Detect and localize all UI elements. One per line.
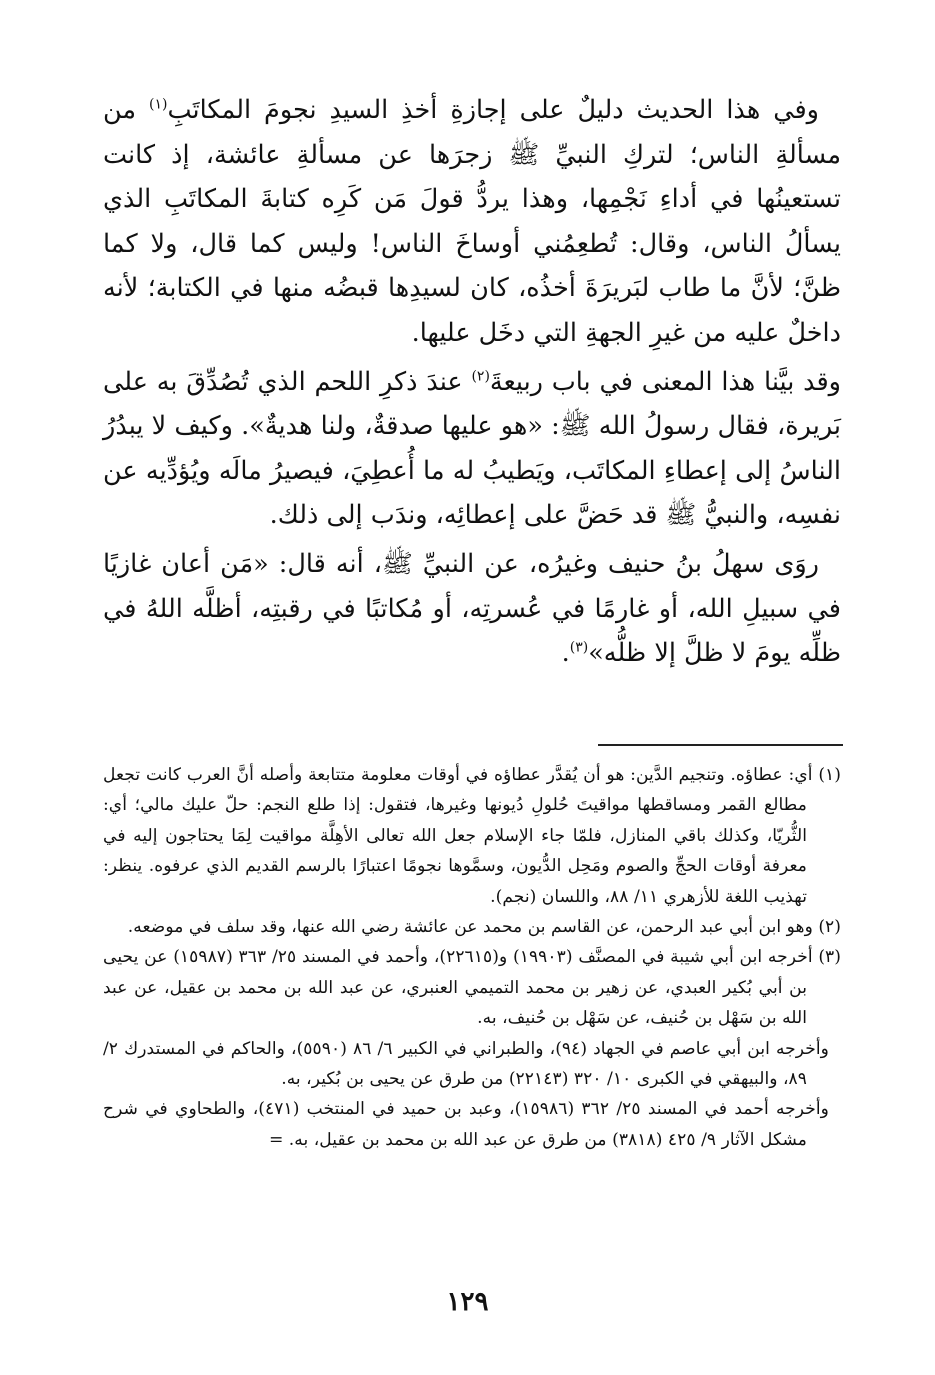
footnote-ref-2[interactable]: (٢) — [471, 368, 490, 385]
paragraph-1-part-b: من مسألةِ الناس؛ لتركِ النبيِّ ﷺ زجرَها عن مسألةِ عائشة، إذ كانت تستعينُها في أداءِ نَجْمِها، وهذا يردُّ قولَ مَن كَرِه كتابةَ المكاتَبِ الذي يسألُ الناس، وقال: تُطعِمُني أوساخَ الناس! وليس كما قال، ولا كما ظنَّ؛ لأنَّ ما طاب لبَريرَةَ أخذُه، كان لسيدِها قبضُه منها في الكتابة؛ لأنه داخلٌ عليه من غيرِ الجهةِ التي دخَل عليها. — [103, 95, 841, 348]
footnotes — [103, 760, 841, 1155]
paragraph-3 — [103, 542, 841, 676]
paragraph-2-part-b: عندَ ذكرِ اللحم الذي تُصُدِّقَ به على بَريرة، فقال رسولُ الله ﷺ: «هو عليها صدقةٌ، ولنا هديةٌ». وكيف لا يبدُرُ الناسُ إلى إعطاءِ المكاتَب، ويَطيبُ له ما أُعطِيَ، فيصيرُ مالَه ويُؤدِّيه عن نفسِه، والنبيُّ ﷺ قد حَضَّ على إعطائِه، وندَب إلى ذلك. — [103, 366, 841, 531]
footnote-3-continuation-2: وأخرجه أحمد في المسند ٢٥/ ٣٦٢ (١٥٩٨٦)، وعبد بن حميد في المنتخب (٤٧١)، والطحاوي في شرح مشكل الآثار ٩/ ٤٢٥ (٣٨١٨) من طرق عن عبد الله بن محمد بن عقيل، به. = — [103, 1099, 829, 1150]
paragraph-2-part-a: وقد بيَّنا هذا المعنى في باب ربيعةَ — [489, 366, 841, 397]
footnote-3-continuation-1: وأخرجه ابن أبي عاصم في الجهاد (٩٤)، والطبراني في الكبير ٦/ ٨٦ (٥٥٩٠)، والحاكم في المستدرك ٢/ ٨٩، والبيهقي في الكبرى ١٠/ ٣٢٠ (٢٢١٤٣) من طرق عن يحيى بن بُكير، به. — [103, 1038, 829, 1090]
footnote-2: (٢) وهو ابن أبي عبد الرحمن، عن القاسم بن محمد عن عائشة رضي الله عنها، وقد سلف في موضعه. — [127, 917, 841, 938]
footnote-separator — [598, 744, 843, 746]
paragraph-3-part-b: . — [561, 638, 570, 669]
page-number: ١٢٩ — [446, 1287, 489, 1317]
footnote-ref-3[interactable]: (٣) — [569, 639, 589, 656]
paragraph-3-part-a: روَى سهلُ بنُ حنيف وغيرُه، عن النبيِّ ﷺ، أنه قال: «مَن أعان غازيًا في سبيلِ الله، أو غارمًا في عُسرتِه، أو مُكاتبًا في رقبتِه، أظلَّه اللهُ في ظلِّه يومَ لا ظلَّ إلا ظلُّه» — [103, 548, 841, 669]
footnote-ref-1[interactable]: (١) — [149, 96, 168, 113]
main-text — [103, 88, 841, 676]
paragraph-1 — [103, 88, 841, 356]
footnote-3: (٣) أخرجه ابن أبي شيبة في المصنَّف (١٩٩٠٣) و(٢٢٦١٥)، وأحمد في المسند ٢٥/ ٣٦٣ (١٥٩٨٧) عن يحيى بن أبي بُكير العبدي، عن زهير بن محمد التميمي العنبري، عن عبد الله بن محمد بن عقيل، عن عبد الله بن سَهْل بن حُنيف، عن سَهْل بن حُنيف، به. — [103, 947, 841, 1029]
page-body — [103, 88, 841, 676]
paragraph-1-part-a: وفي هذا الحديث دليلٌ على إجازةِ أخذِ السيدِ نجومَ المكاتَبِ — [167, 95, 819, 125]
paragraph-2 — [103, 360, 841, 538]
footnote-1: (١) أي: عطاؤه. وتنجيم الدَّين: هو أن يُقدَّر عطاؤه في أوقات معلومة متتابعة وأصله أنَّ العرب كانت تجعل مطالع القمر ومساقطها مواقيتَ حُلولِ دُيونها وغيرها، فتقول: إذا طلع النجم: حلّ عليك مالي؛ أي: الثُّريّا، وكذلك باقي المنازل، فلمّا جاء الإسلام جعل الله تعالى الأهِلَّة مواقيت لِمَا يحتاجون إليه في معرفة أوقات الحجِّ والصوم ومَحِل الدُّيون، وسمَّوها نجومًا اعتبارًا بالرسم القديم الذي عرفوه. ينظر: تهذيب اللغة للأزهري ١١/ ٨٨، واللسان (نجم). — [103, 765, 841, 907]
